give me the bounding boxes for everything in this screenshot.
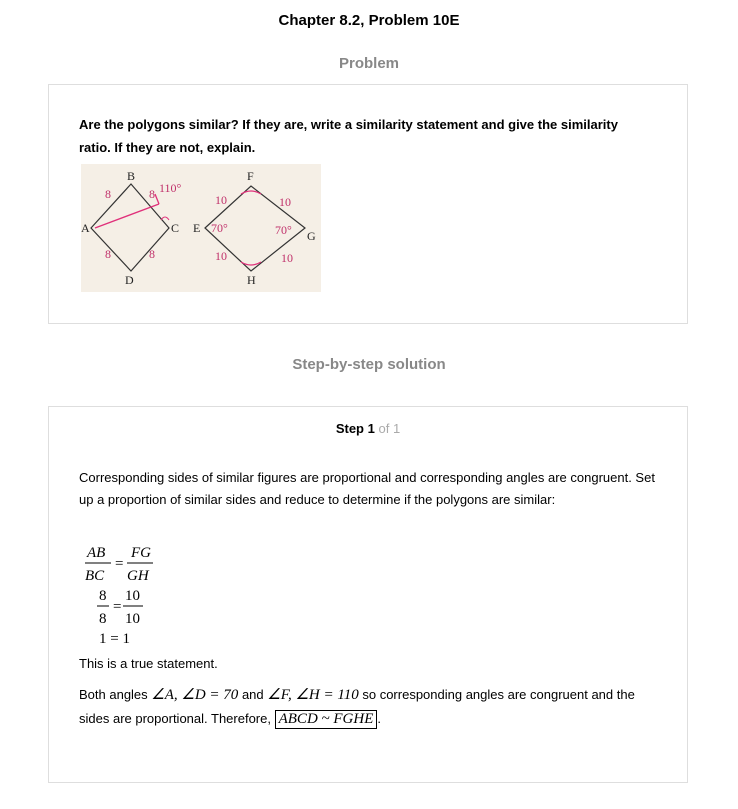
conclusion-and: and [241, 687, 264, 702]
eq1-num1: AB [87, 545, 106, 561]
step-number: 1 [367, 421, 375, 436]
vertex-b: B [127, 169, 136, 183]
problem-card [48, 84, 688, 324]
side-ad: 8 [105, 247, 111, 261]
eq2-num1: 8 [99, 588, 107, 604]
vertex-f: F [247, 169, 254, 183]
conclusion-math1: ∠A, ∠D = 70 [151, 687, 239, 703]
step-of: of 1 [378, 421, 401, 436]
vertex-e: E [193, 221, 201, 235]
eq1-num2: FG [131, 545, 151, 561]
side-bc: 8 [149, 187, 155, 201]
eq2-num2: 10 [125, 588, 140, 604]
conclusion-math2: ∠F, ∠H = 110 [267, 687, 359, 703]
eq3: 1 = 1 [99, 631, 130, 647]
svg-text:=: = [115, 556, 124, 572]
page-title: Chapter 8.2, Problem 10E [278, 12, 460, 29]
angle-label-e: 70° [211, 221, 228, 235]
svg-text:=: = [113, 599, 122, 615]
side-cd: 8 [149, 247, 155, 261]
eq1-den2: GH [127, 568, 149, 584]
vertex-g: G [307, 229, 316, 243]
solution-intro: Corresponding sides of similar figures are proportional and corresponding angles are congruent. Set up a proportion of similar sides and reduce to determine if the polygons are similar: [79, 470, 655, 507]
side-ef: 10 [215, 193, 227, 207]
proportion-equations [79, 537, 239, 647]
solution-section-label: Step-by-step solution [292, 356, 446, 373]
angle-label-g: 70° [275, 223, 292, 237]
problem-text: Are the polygons similar? If they are, write a similarity statement and give the similarity ratio. If they are not, explain. [79, 117, 618, 155]
eq1-den1: BC [85, 568, 105, 584]
vertex-h: H [247, 273, 256, 287]
vertex-d: D [125, 273, 134, 287]
conclusion-post: so corresponding angles are congruent and the sides are proportional. Therefore, [79, 687, 635, 726]
side-eh: 10 [215, 249, 227, 263]
polygon-figure [81, 164, 321, 292]
vertex-a: A [81, 221, 90, 235]
step-header [49, 421, 687, 436]
vertex-c: C [171, 221, 180, 235]
side-gh: 10 [281, 251, 293, 265]
solution-card [48, 406, 688, 783]
side-ab: 8 [105, 187, 111, 201]
eq2-den2: 10 [125, 611, 140, 627]
answer-box: ABCD ~ FGHE [275, 710, 378, 729]
step-word: Step [335, 421, 364, 436]
conclusion-pre: Both angles [79, 687, 148, 702]
eq2-den1: 8 [99, 611, 107, 627]
side-fg: 10 [279, 195, 291, 209]
problem-section-label: Problem [338, 55, 399, 72]
angle-label-110: 110° [159, 181, 182, 195]
true-statement: This is a true statement. [79, 656, 218, 671]
trailing-period: . [377, 711, 382, 726]
conclusion [79, 683, 659, 730]
